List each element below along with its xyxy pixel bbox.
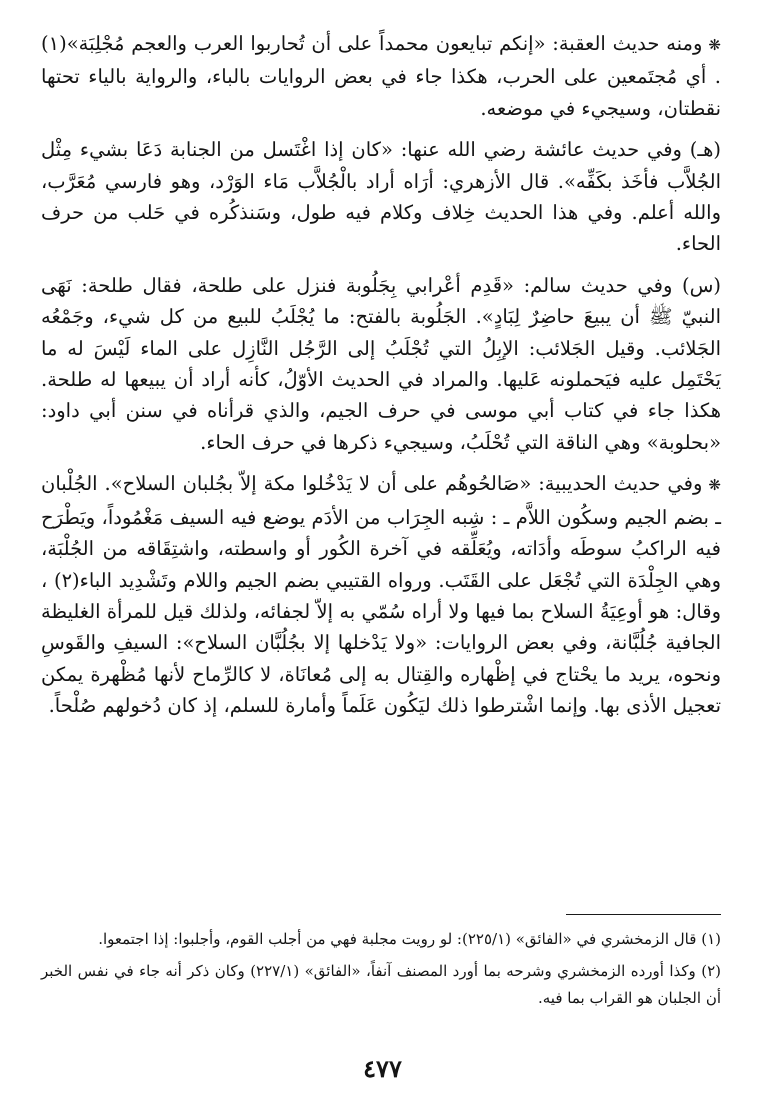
paragraph-text: وفي حديث الحديبية: «صَالحُوهُم على أن لا يَدْخُلوا مكة إلاّ بجُلبان السلاح». الجُلْبان ـ بضم الجيم وسكُون اللاَّم ـ : شِبه الجِرَاب من الأدَم يوضع فيه السيف مَغْمُوداً، ويَطْرَح فيه الراكبُ سوطَه وأدَاته، ويُعَلِّقه في آخرة الكُور أو واسطته، واشتِقَاقه من الجُلْبَة، وهي الجِلْدَة التي تُجْعَل على القَتَب. ورواه القتيبي بضم الجيم واللام وتَشْدِيد الباء(٢) ، وقال: هو أوعِيَةُ السلاح بما فيها ولا أراه سُمّي به إلاّ لجفائه، ولذلك قيل للمرأة الغليظة الجافية جُلُبَّانة، وفي بعض الروايات: «ولا يَدْخلها إلا بجُلُبَّان السلاح»: السيفِ والقَوسِ ونحوه، يريد ما يحْتاج في إظْهاره والقِتال به إلى مُعانَاة، لا كالرِّماح لأنها مُظْهرة يمكن تعجيل الأذى بها. وإنما اشْترطوا ذلك ليَكُون عَلَماً وأمارة للسلم، إذ كان دُخولهم صُلْحاً. (41, 472, 721, 718)
asterisk-marker: ❋ (708, 476, 721, 495)
footnotes (41, 926, 721, 1017)
footnote-number: (٢) (701, 962, 721, 980)
paragraph-aqaba-hadith (41, 28, 721, 124)
paragraph-hudaybiya-hadith (41, 468, 721, 721)
paragraph-text: (هـ) وفي حديث عائشة رضي الله عنها: «كان إذا اغْتَسل من الجنابة دَعَا بشيء مِثْل الجُلاَّب فأخَذ بكَفِّه». قال الأزهري: أرَاه أراد بالْجُلاَّب مَاء الوَرْد، وهو فارسي مُعَرَّب، والله أعلم. وفي هذا الحديث خِلاف وكلام فيه طول، وسَنذكُره في حَلب من حرف الحاء. (41, 138, 721, 256)
asterisk-marker: ❋ (708, 36, 721, 54)
paragraph-text: ومنه حديث العقبة: «إنكم تبايعون محمداً على أن تُحاربوا العرب والعجم مُجْلِبَة»(١) . أي مُجتَمعين على الحرب، هكذا جاء في بعض الروايات بالباء، والرواية بالياء تحتها نقطتان، وسيجيء في موضعه. (41, 32, 721, 120)
footnote-number: (١) (701, 930, 721, 948)
footnote-text: وكذا أورده الزمخشري وشرحه بما أورد المصنف آنفاً، «الفائق» (٢٢٧/١) وكان ذكر أنه جاء في نفس الخبر أن الجلبان هو القراب بما فيه. (41, 962, 721, 1007)
footnote-2 (41, 958, 721, 1012)
page-number: ٤٧٧ (363, 1054, 402, 1083)
paragraph-text: (س) وفي حديث سالم: «قَدِم أعْرابي بِجَلُوبة فنزل على طلحة، فقال طلحة: نَهَى النبيّ ﷺ أن يبيعَ حاضِرٌ لِبَادٍ». الجَلُوبة بالفتح: ما يُجْلَبُ للبيع من كل شيء، وجَمْعُه الجَلائب. وقيل الجَلائب: الإبِلُ التي تُجْلَبُ إلى الرَّجُل النَّازِل على الماء لَيْسَ له ما يَحْتَمِل عليه فيَحملونه عَليها. والمراد في الحديث الأوّلُ، كأنه أراد أن يبيعها له طلحة. هكذا جاء في كتاب أبي موسى في حرف الجيم، والذي قرأناه في سنن أبي داود: «بحلوبة» وهي الناقة التي تُحْلَبُ، وسيجيء ذكرها في حرف الحاء. (41, 273, 721, 454)
footnote-text: قال الزمخشري في «الفائق» (٢٢٥/١): لو رويت مجلبة فهي من أجلب القوم، وأجلبوا: إذا اجتمعوا. (98, 930, 697, 948)
footnote-divider (566, 914, 721, 915)
footnote-1 (41, 926, 721, 953)
paragraph-aisha-hadith (41, 134, 721, 260)
main-text (41, 28, 721, 732)
paragraph-salim-hadith (41, 270, 721, 458)
